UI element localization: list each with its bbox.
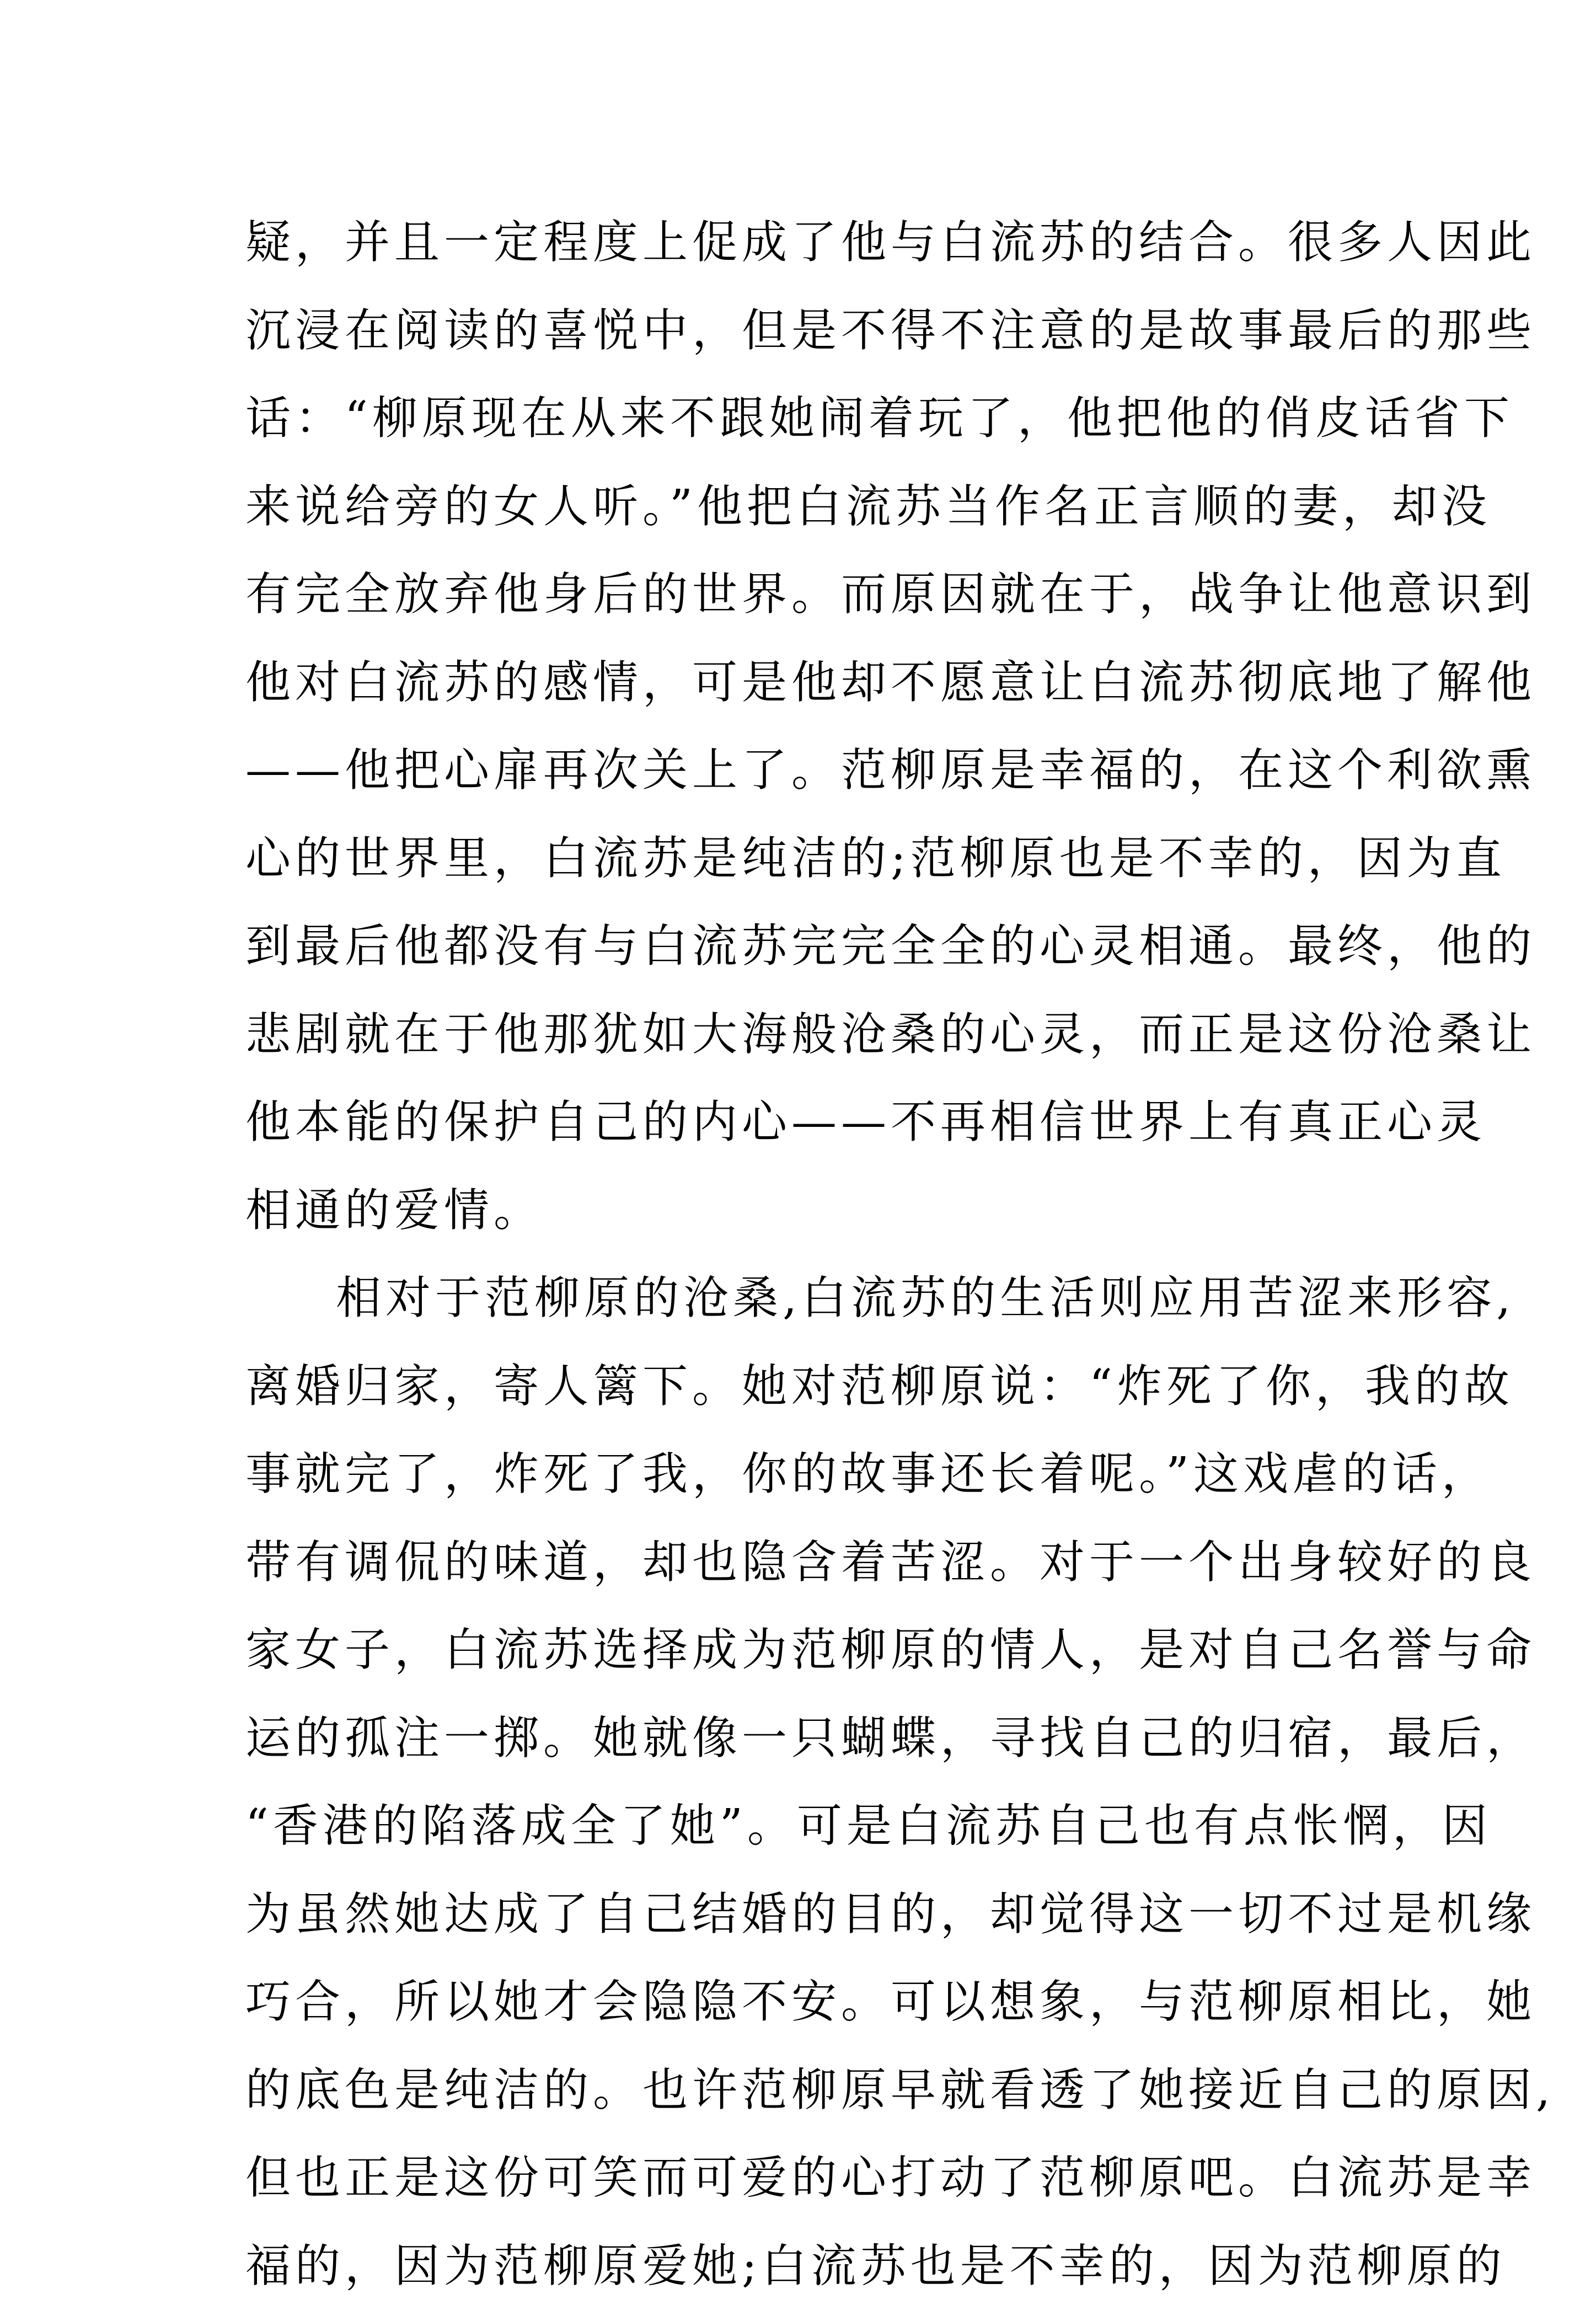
text-line: 家女子，白流苏选择成为范柳原的情人，是对自己名誉与命 [245, 1606, 1365, 1694]
body-text [245, 199, 1365, 2310]
text-line: 相通的爱情。 [245, 1167, 1365, 1255]
text-line: 心的世界里，白流苏是纯洁的;范柳原也是不幸的，因为直 [245, 815, 1365, 903]
text-line: 但也正是这份可笑而可爱的心打动了范柳原吧。白流苏是幸 [245, 2134, 1365, 2222]
text-line: 相对于范柳原的沧桑,白流苏的生活则应用苦涩来形容, [245, 1254, 1365, 1343]
text-line: 运的孤注一掷。她就像一只蝴蝶，寻找自己的归宿，最后， [245, 1694, 1365, 1783]
text-line: 疑，并且一定程度上促成了他与白流苏的结合。很多人因此 [245, 199, 1365, 287]
text-line: 来说给旁的女人听。”他把白流苏当作名正言顺的妻，却没 [245, 463, 1365, 551]
text-line: 离婚归家，寄人篱下。她对范柳原说：“炸死了你，我的故 [245, 1343, 1365, 1431]
text-line: 他本能的保护自己的内心——不再相信世界上有真正心灵 [245, 1078, 1365, 1167]
text-line: 福的，因为范柳原爱她;白流苏也是不幸的，因为范柳原的 [245, 2222, 1365, 2310]
text-line: 的底色是纯洁的。也许范柳原早就看透了她接近自己的原因, [245, 2046, 1365, 2135]
text-line: 他对白流苏的感情，可是他却不愿意让白流苏彻底地了解他 [245, 639, 1365, 727]
text-line: 话：“柳原现在从来不跟她闹着玩了，他把他的俏皮话省下 [245, 375, 1365, 463]
text-line: 为虽然她达成了自己结婚的目的，却觉得这一切不过是机缘 [245, 1870, 1365, 1959]
text-line: ——他把心扉再次关上了。范柳原是幸福的，在这个利欲熏 [245, 726, 1365, 815]
paragraph-1 [245, 199, 1365, 1254]
text-line: 悲剧就在于他那犹如大海般沧桑的心灵，而正是这份沧桑让 [245, 991, 1365, 1079]
text-line: 到最后他都没有与白流苏完完全全的心灵相通。最终，他的 [245, 902, 1365, 991]
text-line: 带有调侃的味道，却也隐含着苦涩。对于一个出身较好的良 [245, 1518, 1365, 1607]
text-line: 巧合，所以她才会隐隐不安。可以想象，与范柳原相比，她 [245, 1958, 1365, 2046]
paragraph-2 [245, 1254, 1365, 2310]
text-line: 沉浸在阅读的喜悦中，但是不得不注意的是故事最后的那些 [245, 287, 1365, 375]
text-line: 事就完了，炸死了我，你的故事还长着呢。”这戏虐的话， [245, 1430, 1365, 1518]
text-line: 有完全放弃他身后的世界。而原因就在于，战争让他意识到 [245, 550, 1365, 639]
text-line: “香港的陷落成全了她”。可是白流苏自己也有点怅惘，因 [245, 1782, 1365, 1870]
